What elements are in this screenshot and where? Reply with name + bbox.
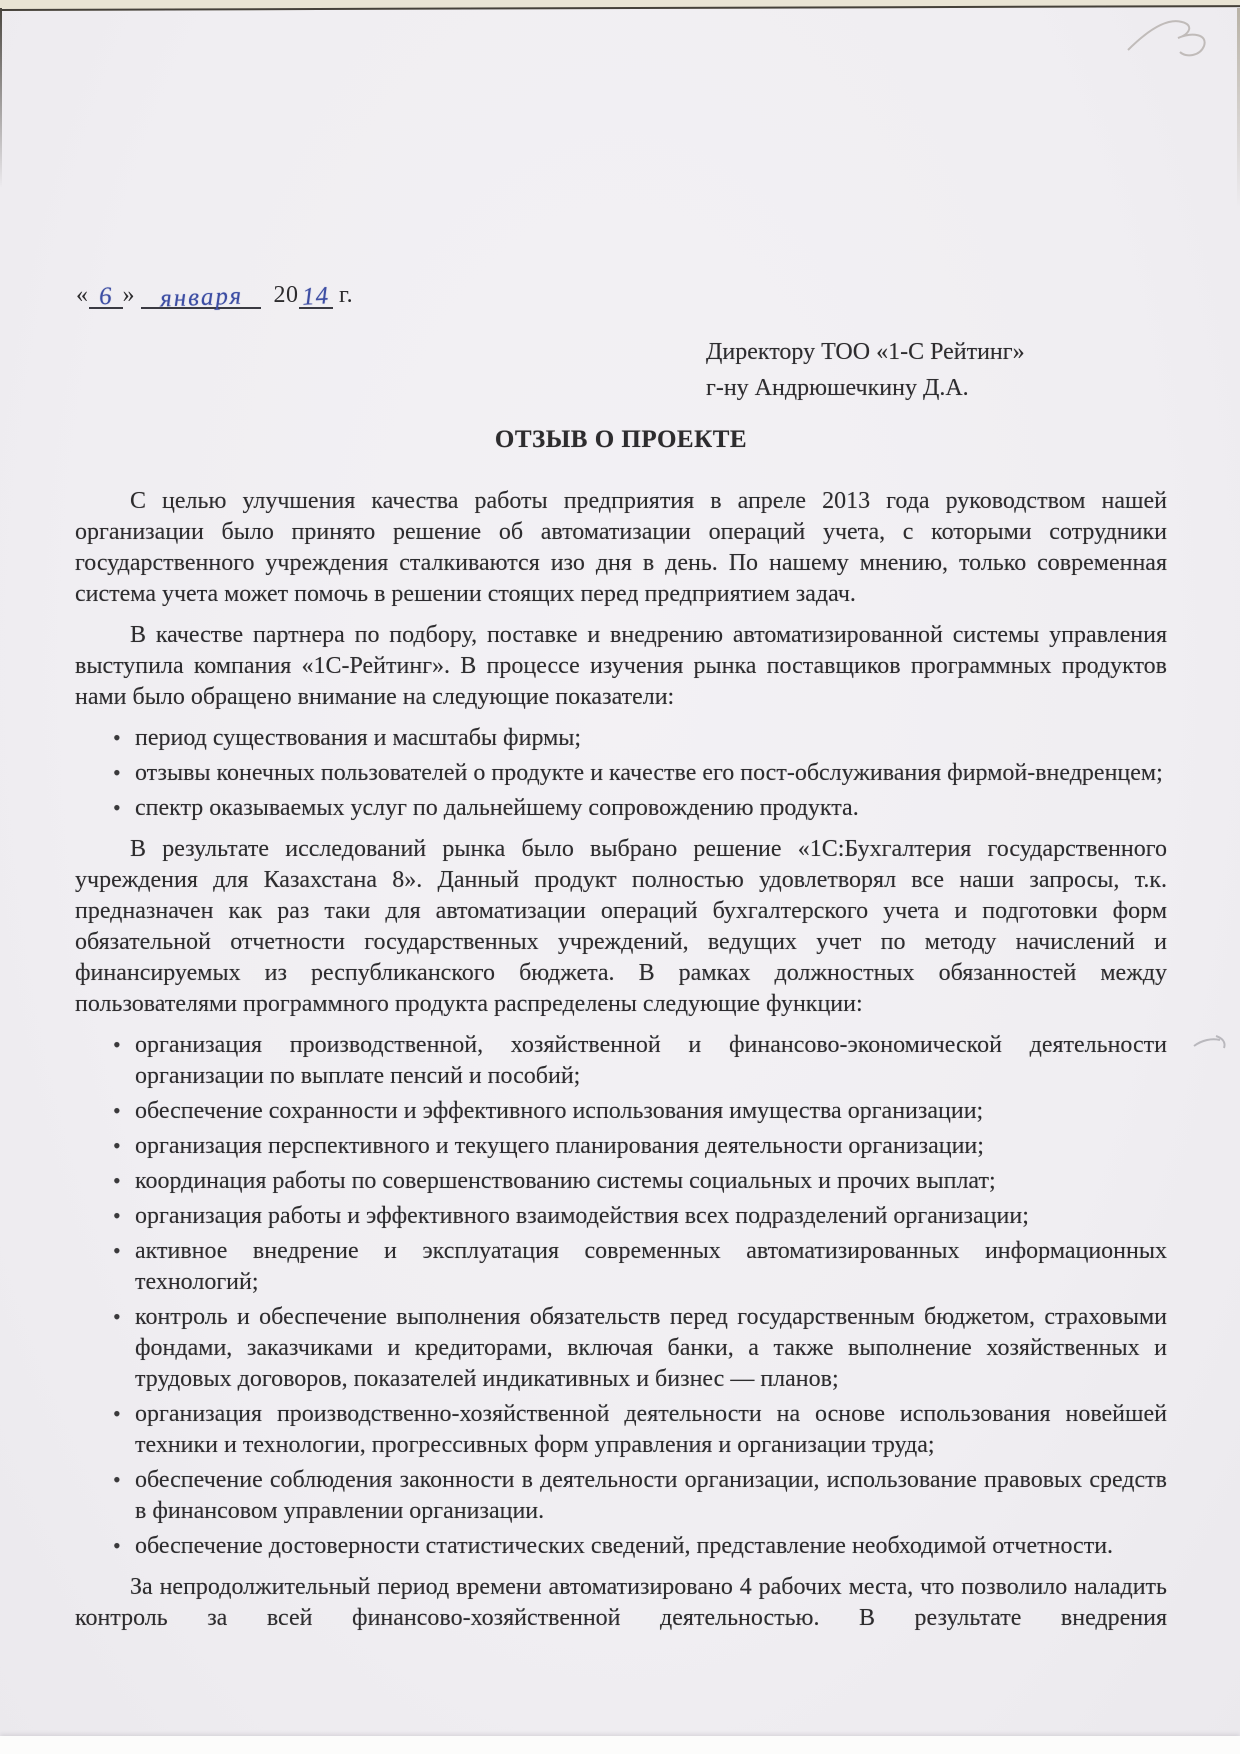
quote-close: » [122,282,135,308]
function-item: • активное внедрение и эксплуатация современных автоматизированных информационных технологий; [75,1236,1167,1298]
function-item: • организация производственной, хозяйственной и финансово-экономической деятельности организации по выплате пенсий и пособий; [75,1030,1167,1092]
criteria-list [75,723,1167,824]
scanner-edge-bottom [0,1736,1240,1754]
criteria-item: • период существования и масштабы фирмы; [75,723,1167,754]
document-title: ОТЗЫВ О ПРОЕКТЕ [494,426,748,453]
addressee-line-1: Директору ТОО «1-С Рейтинг» [706,339,1025,365]
year-blank [299,282,333,309]
handwritten-year: 14 [301,282,330,311]
paragraph-partner: В качестве партнера по подбору, поставке и внедрению автоматизированной системы управления выступила компания «1С-Рейтинг». В процессе изучения рынка поставщиков программных продуктов нами было обращено внимание на следующие показатели: [75,622,1167,710]
pencil-scribble-mark [1120,8,1230,68]
paragraph-result: За непродолжительный период времени автоматизировано 4 рабочих места, что позволило наладить контроль за всей финансово-хозяйственной деятельностью. В результате внедрения [75,1574,1167,1631]
function-item: • организация производственно-хозяйственной деятельности на основе использования новейшей техники и технологии, прогрессивных форм управления и организации труда; [75,1399,1167,1461]
date-line [76,282,354,313]
function-item: • координация работы по совершенствованию системы социальных и прочих выплат; [75,1166,1167,1197]
smudge-mark [1190,1030,1234,1056]
scanner-edge-top [0,0,1240,11]
quote-open: « [76,282,89,308]
function-item: • обеспечение сохранности и эффективного использования имущества организации; [75,1096,1167,1127]
paragraph-solution: В результате исследований рынка было выбрано решение «1С:Бухгалтерия государственного учреждения для Казахстана 8». Данный продукт полностью удовлетворял все наши запросы, т.к. предназначен как раз таки для автоматизации операций бухгалтерского учета и подготовки форм обязательной отчетности государственных учреждений, ведущих учет по методу начислений и финансируемых из республиканского бюджета. В рамках должностных обязанностей между пользователями программного продукта распределены следующие функции: [75,836,1167,1017]
paragraph-intro: С целью улучшения качества работы предприятия в апреле 2013 года руководством нашей организации было принято решение об автоматизации операций учета, с которыми сотрудники государственного учреждения сталкиваются изо дня в день. По нашему мнению, только современная система учета может помочь в решении стоящих перед предприятием задач. [75,488,1167,607]
document-body [75,486,1167,1634]
function-item: • обеспечение соблюдения законности в деятельности организации, использование правовых средств в финансовом управлении организации. [75,1465,1167,1527]
criteria-item: • спектр оказываемых услуг по дальнейшему сопровождению продукта. [75,793,1167,824]
handwritten-month: января [159,282,244,313]
day-blank [89,282,123,309]
year-prefix: 20 [273,282,299,308]
addressee-block [706,334,1025,406]
function-item: • организация работы и эффективного взаимодействия всех подразделений организации; [75,1201,1167,1232]
handwritten-day: 6 [98,282,114,311]
function-item: • контроль и обеспечение выполнения обязательств перед государственным бюджетом, страховыми фондами, заказчиками и кредиторами, включая банки, а также выполнение хозяйственных и трудовых договоров, показателей индикативных и бизнес — планов; [75,1302,1167,1395]
functions-list [75,1030,1167,1562]
criteria-item: • отзывы конечных пользователей о продукте и качестве его пост-обслуживания фирмой-внедренцем; [75,758,1167,789]
year-unit: г. [339,282,354,308]
month-blank [141,282,261,313]
scanner-edge-left [0,8,2,188]
addressee-line-2: г-ну Андрюшечкину Д.А. [706,375,969,401]
function-item: • организация перспективного и текущего планирования деятельности организации; [75,1131,1167,1162]
function-item: • обеспечение достоверности статистических сведений, представление необходимой отчетности. [75,1531,1167,1562]
